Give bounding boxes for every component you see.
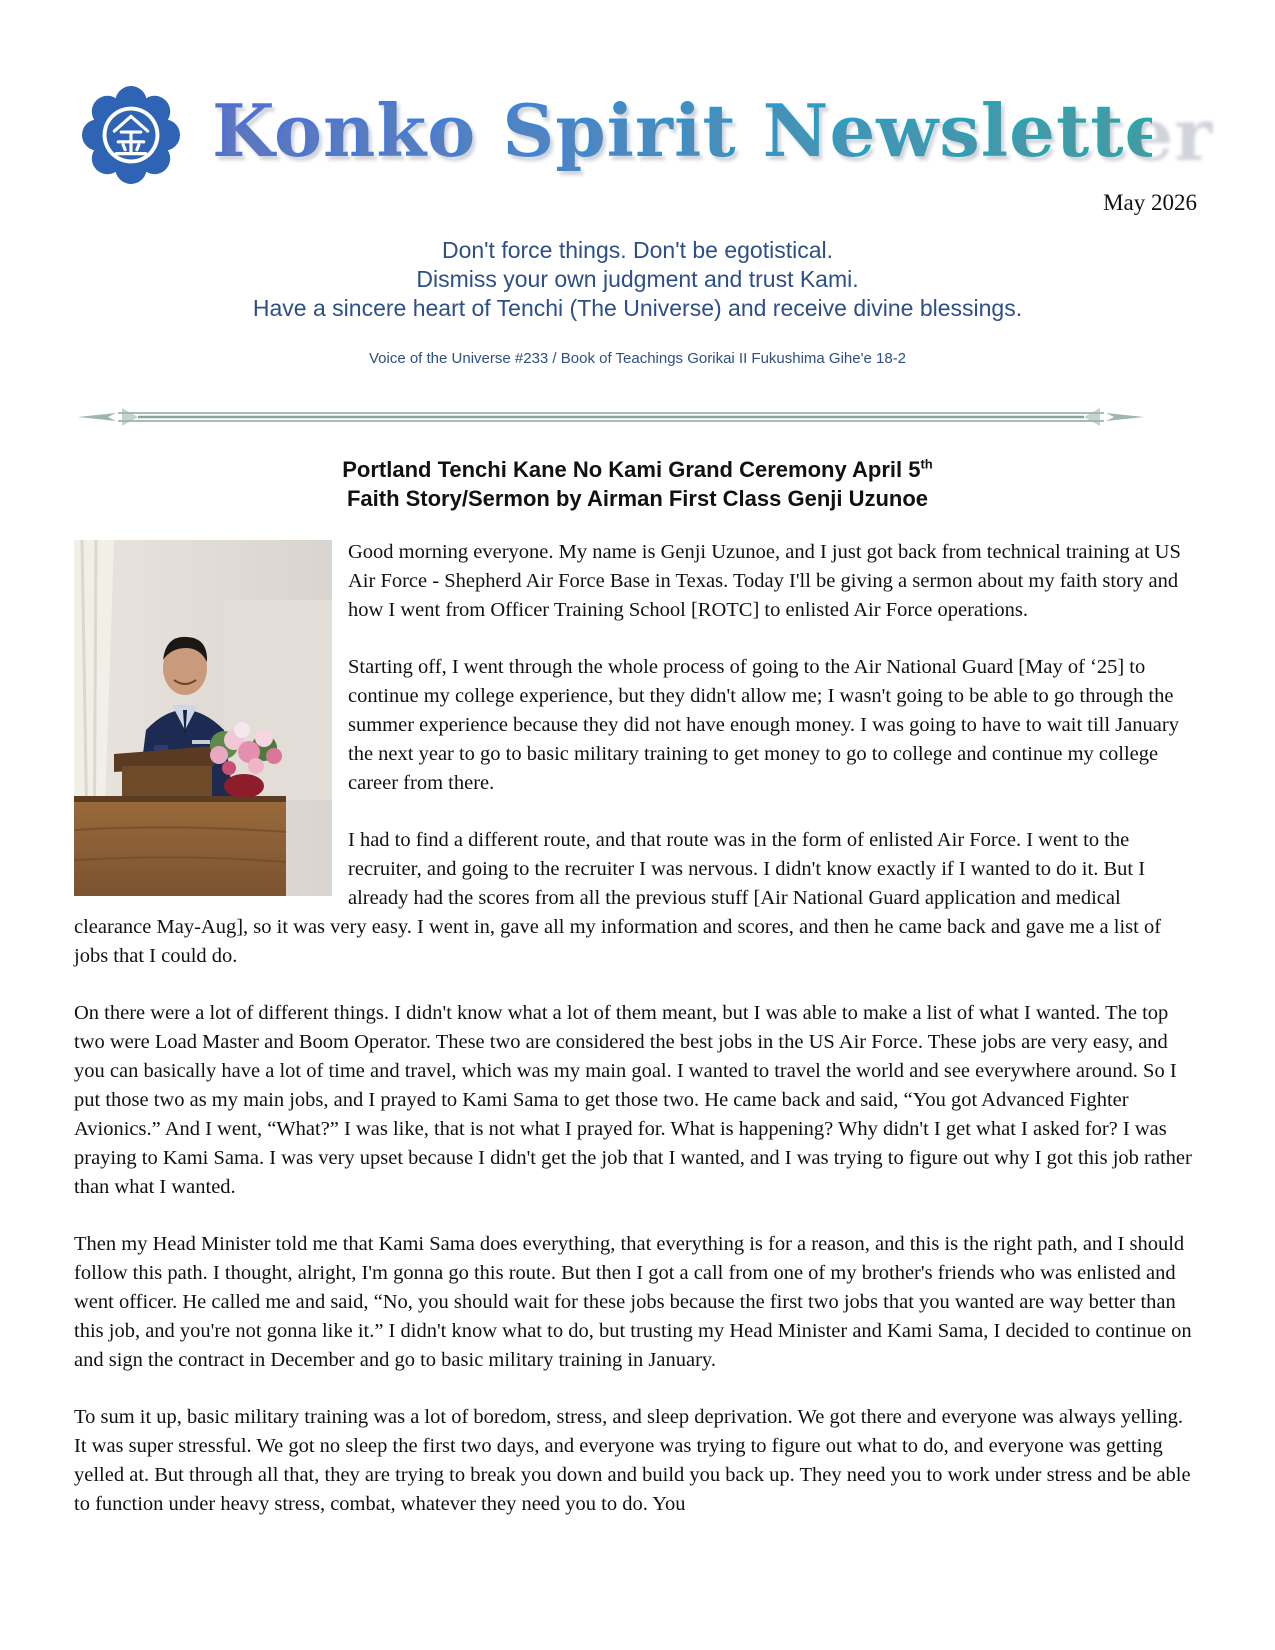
article-paragraph: On there were a lot of different things. I didn't know what a lot of them meant, but I was able to make a list of what I wanted. The top two were Load Master and Boom Operator. These two are considered the best jobs in the US Air Force. These jobs are very easy, and you can basically have a lot of time and travel, which was my main goal. I wanted to travel the world and see everywhere around. So I put those two as my main jobs, and I prayed to Kami Sama to get those two. He came back and said, “You got Advanced Fighter Avionics.” And I went, “What?” I was like, that is not what I prayed for. What is happening? Why didn't I get what I asked for? I was praying to Kami Sama. I was very upset because I didn't get the job that I wanted, and I was trying to figure out why I got this job rather than what I wanted. xyxy=(74,1002,1192,1198)
article-headline: Portland Tenchi Kane No Kami Grand Ceremony April 5th Faith Story/Sermon by Airman First Class Genji Uzunoe xyxy=(342,456,933,511)
article-body xyxy=(74,538,1200,1547)
article-paragraph: Then my Head Minister told me that Kami Sama does everything, that everything is for a reason, and this is the right path, and I should follow this path. I thought, alright, I'm gonna go this route. But then I got a call from one of my brother's friends who was enlisted and went officer. He called me and said, “No, you should wait for these jobs because the first two jobs that you wanted are way better than this job, and you're not gonna like it.” I didn't know what to do, but trusting my Head Minister and Kami Sama, I decided to continue on and sign the contract in December and go to basic military training in January. xyxy=(74,1233,1192,1371)
newsletter-title: Konko Spirit Newsletter xyxy=(212,76,1152,186)
issue-date: May 2026 xyxy=(1103,190,1197,215)
quote-line: Dismiss your own judgment and trust Kami. xyxy=(416,266,859,292)
konko-crest-icon xyxy=(82,86,180,184)
article-paragraph: Starting off, I went through the whole process of going to the Air National Guard [May of ‘25] to continue my college experience, but they didn't allow me; I wasn't going to be able to go through the summer experience because they did not have enough money. I was going to have to wait till January the next year to go to basic military training to get money to go to college and continue my college career from there. xyxy=(348,656,1179,794)
quote-line: Have a sincere heart of Tenchi (The Universe) and receive divine blessings. xyxy=(252,295,1023,321)
article-paragraph: I had to find a different route, and that route was in the form of enlisted Air Force. I went to the recruiter, and going to the recruiter I was nervous. I didn't know exactly if I wanted to do it. But I already had the scores from all the previous stuff [Air National Guard application and medical clearance May-Aug], so it was very easy. I went in, gave all my information and scores, and then he came back and gave me a list of jobs that I could do. xyxy=(74,829,1162,967)
quote-line: Don't force things. Don't be egotistical. xyxy=(441,237,834,263)
speaker-photo xyxy=(74,540,332,896)
ornamental-divider xyxy=(78,404,1144,430)
quote-source: Voice of the Universe #233 / Book of Teachings Gorikai II Fukushima Gihe'e 18-2 xyxy=(368,350,907,367)
article-paragraph: To sum it up, basic military training was a lot of boredom, stress, and sleep deprivation. We got there and everyone was always yelling. It was super stressful. We got no sleep the first two days, and everyone was trying to figure out what to do, and everyone was getting yelled at. But through all that, they are trying to break you down and build you back up. They need you to work under stress and be able to function under heavy stress, combat, whatever they need you to do. You xyxy=(74,1406,1191,1515)
article-paragraph: Good morning everyone. My name is Genji Uzunoe, and I just got back from technical training at US Air Force - Shepherd Air Force Base in Texas. Today I'll be giving a sermon about my faith story and how I went from Officer Training School [ROTC] to enlisted Air Force operations. xyxy=(348,541,1181,621)
quote-block xyxy=(100,236,1175,323)
